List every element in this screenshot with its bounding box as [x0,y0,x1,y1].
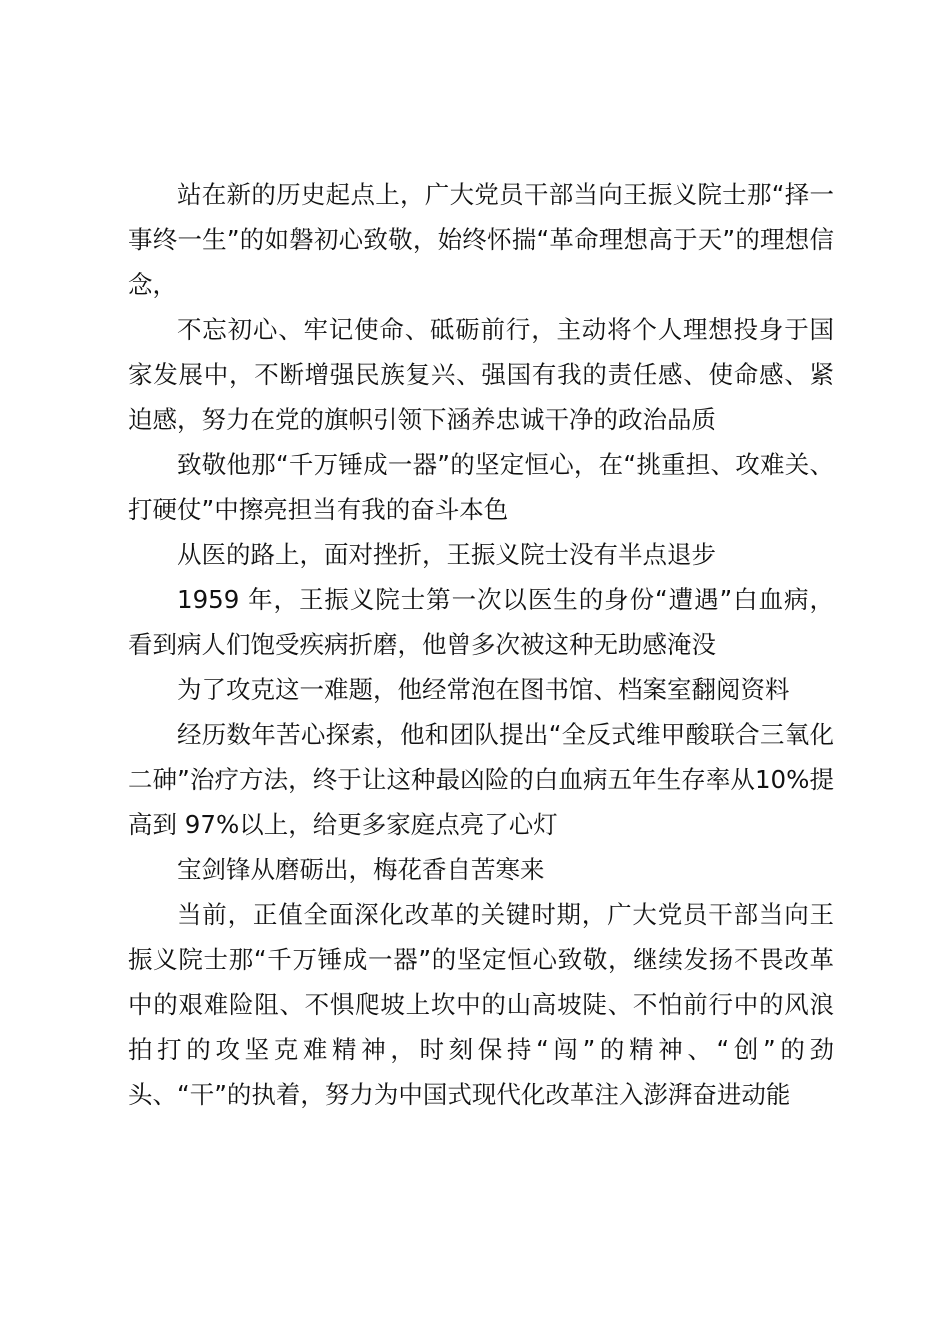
paragraph-2: 不忘初心、牢记使命、砥砺前行，主动将个人理想投身于国家发展中，不断增强民族复兴、强国有我的责任感、使命感、紧迫感，努力在党的旗帜引领下涵养忠诚干净的政治品质 [128,315,834,434]
paragraph-5: 1959 年，王振义院士第一次以医生的身份“遭遇”白血病，看到病人们饱受疾病折磨，他曾多次被这种无助感淹没 [128,585,834,659]
paragraph-4: 从医的路上，面对挫折，王振义院士没有半点退步 [177,540,716,569]
paragraph-8: 宝剑锋从磨砺出，梅花香自苦寒来 [177,855,545,884]
paragraph-6: 为了攻克这一难题，他经常泡在图书馆、档案室翻阅资料 [177,675,790,704]
paragraph-1: 站在新的历史起点上，广大党员干部当向王振义院士那“择一事终一生”的如磐初心致敬，始终怀揣“革命理想高于天”的理想信念， [128,180,834,299]
paragraph-7: 经历数年苦心探索，他和团队提出“全反式维甲酸联合三氧化二砷”治疗方法，终于让这种最凶险的白血病五年生存率从10%提高到 97%以上，给更多家庭点亮了心灯 [128,720,834,839]
paragraph-3: 致敬他那“千万锤成一器”的坚定恒心，在“挑重担、攻难关、打硬仗”中擦亮担当有我的奋斗本色 [128,450,834,524]
paragraph-9: 当前，正值全面深化改革的关键时期，广大党员干部当向王振义院士那“千万锤成一器”的坚定恒心致敬，继续发扬不畏改革中的艰难险阻、不惧爬坡上坎中的山高坡陡、不怕前行中的风浪拍打的攻坚克难精神，时刻保持“闯”的精神、“创”的劲头、“干”的执着，努力为中国式现代化改革注入澎湃奋进动能 [128,900,834,1109]
document-body [128,172,834,1117]
